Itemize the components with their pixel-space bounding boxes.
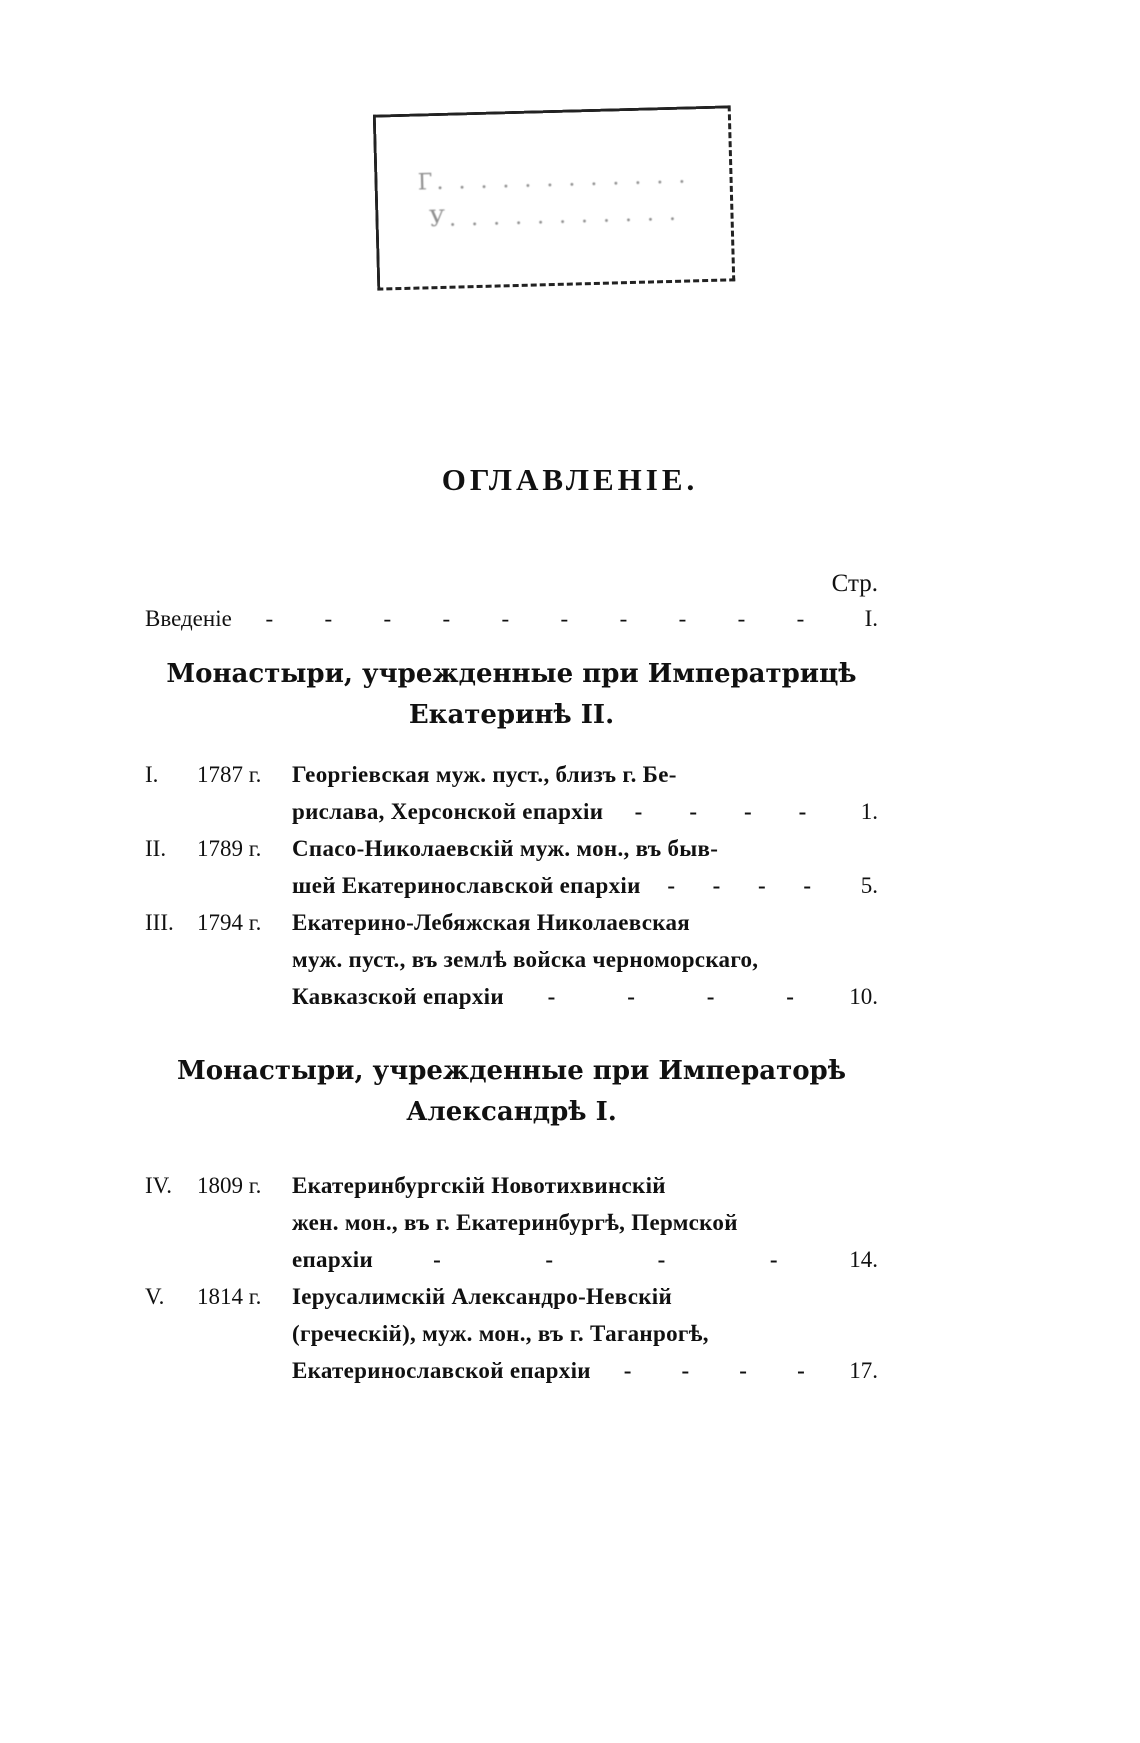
- toc-entry-line: [145, 1321, 878, 1358]
- dot-leader: - - - -: [623, 1358, 806, 1383]
- entry-page: 1.: [860, 799, 878, 824]
- entry-description: Спасо-Николаевскій муж. мон., въ быв-: [292, 836, 719, 861]
- dot-leader: - - - - - - - - - -: [265, 606, 805, 631]
- entry-description: Кавказской епархіи - - - -: [292, 984, 838, 1010]
- entry-number: V.: [145, 1284, 165, 1309]
- entry-description: Іерусалимскій Александро-Невскій: [292, 1284, 673, 1309]
- toc-entry-line: [145, 1173, 878, 1210]
- page-title: ОГЛАВЛЕНІЕ.: [441, 462, 699, 497]
- entry-description: (греческій), муж. мон., въ г. Таганрогѣ,: [292, 1321, 709, 1346]
- toc-entry-line: [145, 762, 878, 799]
- section-1-entries: [145, 762, 878, 1021]
- intro-label: Введеніе: [145, 606, 232, 631]
- toc-entry: [145, 1173, 878, 1284]
- entry-description: Георгіевская муж. пуст., близъ г. Бе-: [292, 762, 677, 787]
- entry-description: жен. мон., въ г. Екатеринбургѣ, Пермской: [292, 1210, 738, 1235]
- entry-year: 1814 г.: [197, 1284, 262, 1309]
- entry-description: Екатерино-Лебяжская Николаевская: [292, 910, 690, 935]
- toc-entry: [145, 910, 878, 1021]
- toc-entry-line: [145, 910, 878, 947]
- toc-entry-line: [145, 947, 878, 984]
- section-heading-1: Монастыри, учрежденные при Императрицѣ Екатеринѣ II.: [166, 659, 857, 730]
- entry-description: Екатеринбургскій Новотихвинскій: [292, 1173, 666, 1198]
- toc-entry-line: [145, 984, 878, 1021]
- page-column-label: Стр.: [831, 570, 878, 597]
- entry-description: муж. пуст., въ землѣ войска черноморскаго,: [292, 947, 759, 972]
- stamp-line-1: Г. . . . . . . . . . . .: [417, 163, 690, 196]
- entry-page: 10.: [849, 984, 878, 1009]
- section-2-entries: [145, 1173, 878, 1395]
- toc-entry-line: [145, 1358, 878, 1395]
- intro-page: I.: [864, 606, 878, 631]
- toc-entry-line: [145, 1284, 878, 1321]
- entry-page: 17.: [849, 1358, 878, 1383]
- entry-description: рислава, Херсонской епархіи - - - -: [292, 799, 838, 825]
- toc-entry-line: [145, 1247, 878, 1284]
- entry-description: Екатеринославской епархіи - - - -: [292, 1358, 838, 1384]
- toc-entry-line: [145, 799, 878, 836]
- entry-year: 1809 г.: [197, 1173, 262, 1198]
- entry-number: I.: [145, 762, 159, 787]
- entry-year: 1787 г.: [197, 762, 262, 787]
- section-heading-2: Монастыри, учрежденные при Императорѣ Александрѣ I.: [176, 1056, 847, 1127]
- entry-page: 14.: [849, 1247, 878, 1272]
- entry-page: 5.: [860, 873, 878, 898]
- entry-year: 1789 г.: [197, 836, 262, 861]
- entry-year: 1794 г.: [197, 910, 262, 935]
- entry-description: епархіи - - - -: [292, 1247, 838, 1273]
- stamp-line-2: У. . . . . . . . . . .: [428, 200, 681, 233]
- entry-description: шей Екатеринославской епархіи - - - -: [292, 873, 838, 899]
- toc-intro-row: [145, 606, 878, 632]
- dot-leader: - - - -: [667, 873, 812, 898]
- dot-leader: - - - -: [634, 799, 807, 824]
- toc-entry-line: [145, 873, 878, 910]
- library-stamp: [373, 105, 735, 290]
- entry-number: II.: [145, 836, 167, 861]
- toc-entry: [145, 836, 878, 910]
- dot-leader: - - - -: [547, 984, 795, 1009]
- table-of-contents: [145, 570, 878, 1395]
- toc-entry: [145, 762, 878, 836]
- toc-entry: [145, 1284, 878, 1395]
- entry-number: III.: [145, 910, 174, 935]
- toc-entry-line: [145, 836, 878, 873]
- toc-entry-line: [145, 1210, 878, 1247]
- dot-leader: - - - -: [433, 1247, 778, 1272]
- entry-number: IV.: [145, 1173, 173, 1198]
